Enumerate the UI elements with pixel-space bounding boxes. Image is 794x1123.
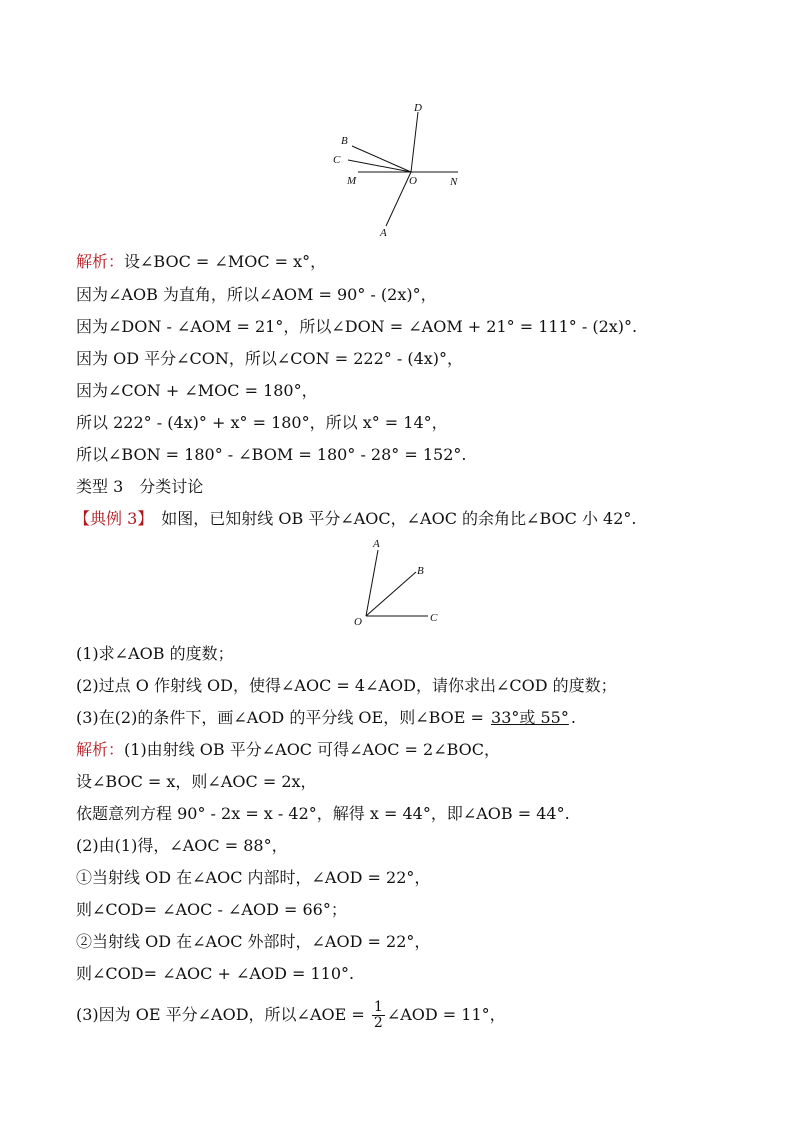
- solution3-line-8: 则∠COD= ∠AOC + ∠AOD = 110°.: [76, 964, 355, 983]
- analysis-label: 解析：: [76, 740, 125, 759]
- solution3-line-7: ②当射线 OD 在∠AOC 外部时，∠AOD = 22°，: [76, 932, 431, 951]
- solution3-line-1: 解析：(1)由射线 OB 平分∠AOC 可得∠AOC = 2∠BOC，: [76, 740, 501, 759]
- label-m: M: [347, 175, 357, 187]
- ray-oa: [386, 172, 411, 226]
- label-o: O: [409, 175, 417, 187]
- ray-oa: [366, 550, 378, 616]
- ray-od: [411, 112, 418, 172]
- answer-blank: 33°或 55°: [491, 708, 569, 727]
- solution3-line-5: ①当射线 OD 在∠AOC 内部时，∠AOD = 22°，: [76, 868, 431, 887]
- ray-ob: [366, 572, 416, 616]
- figure-angles-aoc: [350, 534, 450, 630]
- solution3-line-4: (2)由(1)得，∠AOC = 88°，: [76, 836, 288, 855]
- question-1: (1)求∠AOB 的度数；: [76, 644, 234, 663]
- solution1-line-5: 因为∠CON + ∠MOC = 180°，: [76, 381, 318, 400]
- ray-ob: [352, 146, 411, 172]
- label-c: C: [430, 612, 438, 624]
- solution1-line-7: 所以∠BON = 180° - ∠BOM = 180° - 28° = 152°.: [76, 445, 467, 464]
- solution1-line-1: 解析：设∠BOC = ∠MOC = x°，: [76, 252, 327, 271]
- label-d: D: [414, 102, 422, 114]
- label-n: N: [450, 176, 458, 188]
- label-c: C: [333, 154, 341, 166]
- question-2: (2)过点 O 作射线 OD，使得∠AOC = 4∠AOD，请你求出∠COD 的度数；: [76, 676, 617, 695]
- fraction-one-half: $\frac{1}{2}$: [373, 999, 383, 1031]
- type3-heading: 类型 3 分类讨论: [76, 477, 204, 496]
- example3-statement: 【典例 3】 如图，已知射线 OB 平分∠AOC，∠AOC 的余角比∠BOC 小 42°.: [74, 509, 637, 528]
- solution1-line-4: 因为 OD 平分∠CON，所以∠CON = 222° - (4x)°，: [76, 349, 464, 368]
- solution1-line-3: 因为∠DON - ∠AOM = 21°，所以∠DON = ∠AOM + 21° = 111° - (2x)°.: [76, 317, 638, 336]
- label-a: A: [373, 538, 380, 550]
- solution1-line-2: 因为∠AOB 为直角，所以∠AOM = 90° - (2x)°，: [76, 285, 437, 304]
- solution3-line-3: 依题意列方程 90° - 2x = x - 42°，解得 x = 44°，即∠AOB = 44°.: [76, 804, 570, 823]
- solution3-line-9: (3)因为 OE 平分∠AOD，所以∠AOE = $\frac{1}{2}$ ∠AOD = 11°，: [76, 999, 506, 1031]
- figure-angles-mn: [330, 96, 470, 242]
- label-a: A: [380, 227, 387, 239]
- solution1-line-6: 所以 222° - (4x)° + x° = 180°，所以 x° = 14°，: [76, 413, 448, 432]
- label-o: O: [354, 616, 362, 628]
- question-3: (3)在(2)的条件下，画∠AOD 的平分线 OE，则∠BOE = 33°或 55° .: [76, 708, 576, 727]
- ray-oc: [348, 160, 411, 172]
- label-b: B: [341, 135, 348, 147]
- solution3-line-6: 则∠COD= ∠AOC - ∠AOD = 66°；: [76, 900, 347, 919]
- label-b: B: [417, 565, 424, 577]
- solution3-line-2: 设∠BOC = x，则∠AOC = 2x，: [76, 772, 317, 791]
- example3-tag: 【典例 3】: [74, 509, 154, 528]
- analysis-label: 解析：: [76, 252, 125, 271]
